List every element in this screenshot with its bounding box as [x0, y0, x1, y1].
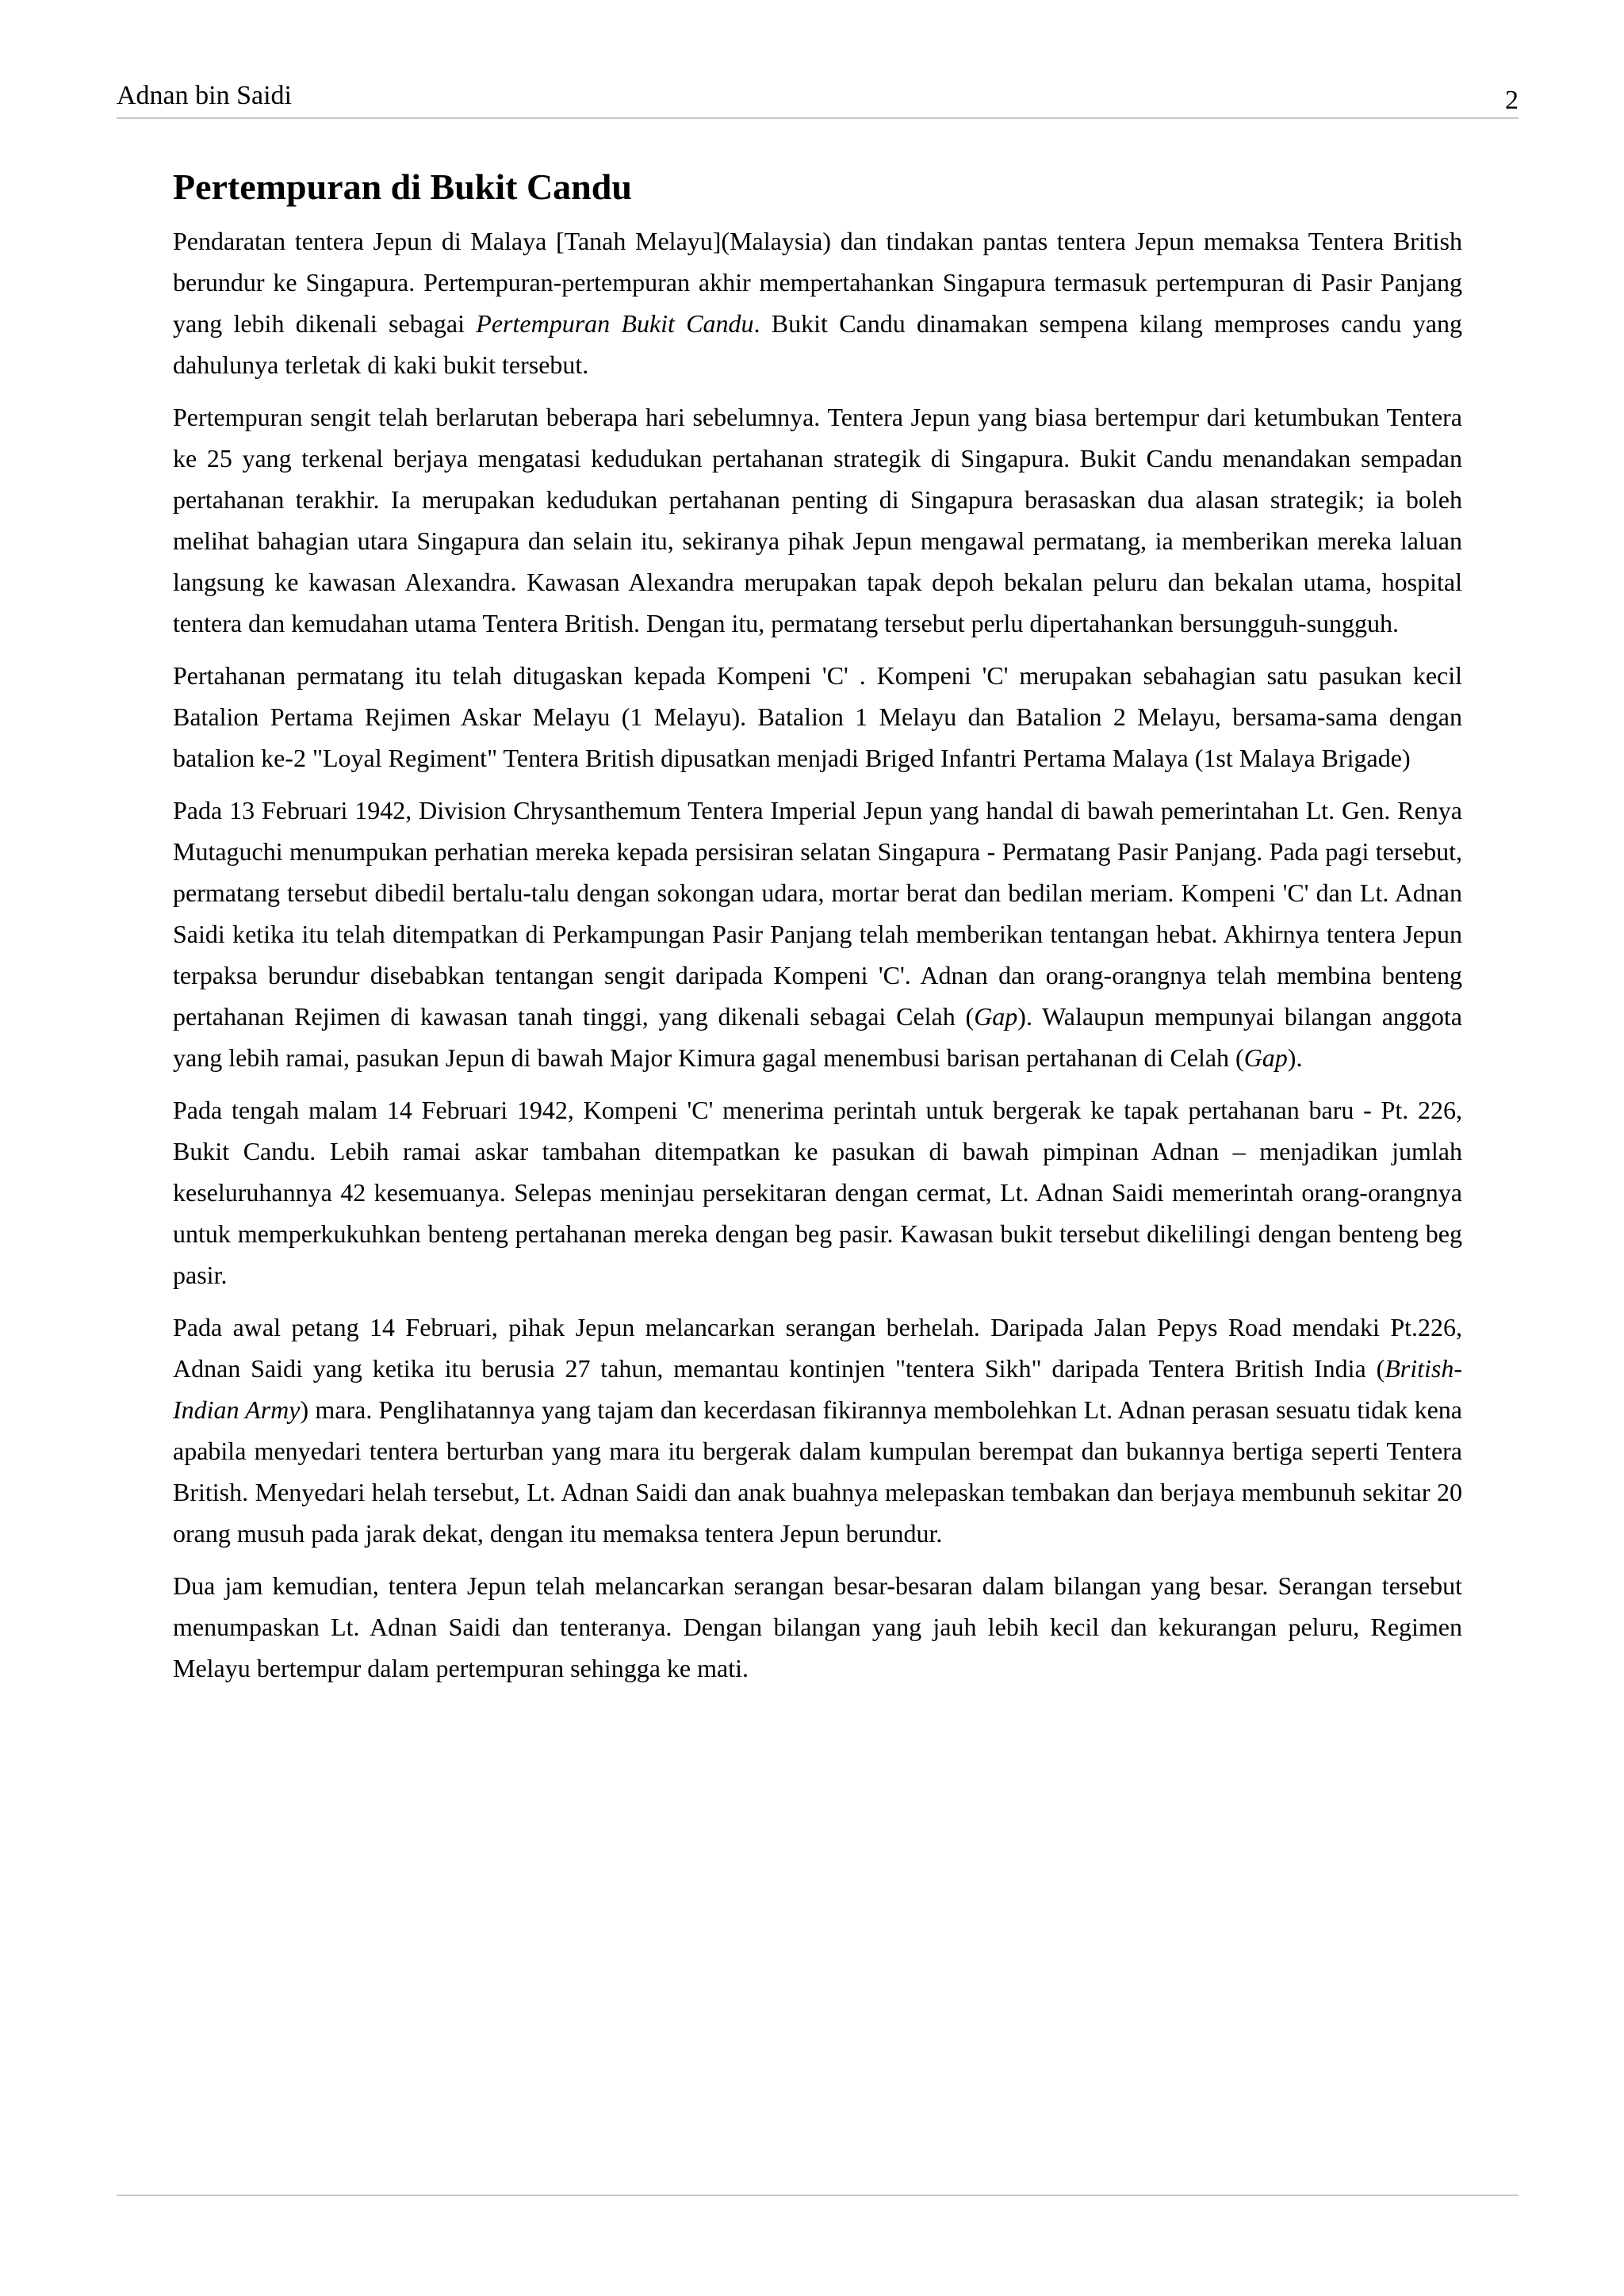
- gap-term-italic: Gap: [974, 1002, 1018, 1031]
- paragraph-4: [173, 790, 1462, 1078]
- paragraph-2: Pertempuran sengit telah berlarutan beberapa hari sebelumnya. Tentera Jepun yang biasa bertempur dari ketumbukan Tentera ke 25 yang terkenal berjaya mengatasi kedudukan pertahanan strategik di Singapura. Bukit Candu menandakan sempadan pertahanan terakhir. Ia merupakan kedudukan pertahanan penting di Singapura berasaskan dua alasan strategik; ia boleh melihat bahagian utara Singapura dan selain itu, sekiranya pihak Jepun mengawal permatang, ia memberikan mereka laluan langsung ke kawasan Alexandra. Kawasan Alexandra merupakan tapak depoh bekalan peluru dan bekalan utama, hospital tentera dan kemudahan utama Tentera British. Dengan itu, permatang tersebut perlu dipertahankan bersungguh-sungguh.: [173, 403, 1462, 637]
- paragraph-4-text-e: ).: [1287, 1043, 1303, 1072]
- paragraph-3: Pertahanan permatang itu telah ditugaskan kepada Kompeni 'C' . Kompeni 'C' merupakan sebahagian satu pasukan kecil Batalion Pertama Rejimen Askar Melayu (1 Melayu). Batalion 1 Melayu dan Batalion 2 Melayu, bersama-sama dengan batalion ke-2 "Loyal Regiment" Tentera British dipusatkan menjadi Briged Infantri Pertama Malaya (1st Malaya Brigade): [173, 661, 1462, 772]
- footer-divider: [117, 2195, 1519, 2196]
- paragraph-1-text-a: Pendaratan tentera Jepun di Malaya [Tanah Melayu](Malaysia) dan tindakan pantas tentera Jepun memaksa Tentera British berundur ke Singapura. Pertempuran-pertempuran akhir mempertahankan Singapura termasuk pertempuran di Pasir Panjang yang lebih dikenali sebagai: [173, 227, 1462, 338]
- page-header: [117, 79, 1519, 119]
- header-title: Adnan bin Saidi: [117, 81, 292, 110]
- gap-term-italic-2: Gap: [1243, 1043, 1288, 1072]
- paragraph-1-text-c: . Bukit Candu dinamakan sempena kilang memproses candu yang dahulunya terletak di kaki bukit tersebut.: [173, 309, 1463, 379]
- page-number: 2: [1505, 86, 1519, 115]
- section-heading: Pertempuran di Bukit Candu: [173, 166, 632, 207]
- paragraph-6: [173, 1307, 1462, 1554]
- paragraph-6-text-a: Pada awal petang 14 Februari, pihak Jepun melancarkan serangan berhelah. Daripada Jalan Pepys Road mendaki Pt.226, Adnan Saidi yang ketika itu berusia 27 tahun, memantau kontinjen "tentera Sikh" daripada Tentera British India (: [173, 1313, 1462, 1383]
- paragraph-1: [173, 220, 1462, 385]
- paragraph-7: Dua jam kemudian, tentera Jepun telah melancarkan serangan besar-besaran dalam bilangan yang besar. Serangan tersebut menumpaskan Lt. Adnan Saidi dan tenteranya. Dengan bilangan yang jauh lebih kecil dan kekurangan peluru, Regimen Melayu bertempur dalam pertempuran sehingga ke mati.: [173, 1571, 1462, 1682]
- paragraph-4-text-c: ). Walaupun mempunyai bilangan anggota yang lebih ramai, pasukan Jepun di bawah Major Kimura gagal menembusi barisan pertahanan di Celah (: [173, 1002, 1463, 1072]
- army-name-italic: British-Indian Army: [173, 1354, 1462, 1424]
- paragraph-5: Pada tengah malam 14 Februari 1942, Kompeni 'C' menerima perintah untuk bergerak ke tapak pertahanan baru - Pt. 226, Bukit Candu. Lebih ramai askar tambahan ditempatkan ke pasukan di bawah pimpinan Adnan – menjadikan jumlah keseluruhannya 42 kesemuanya. Selepas meninjau persekitaran dengan cermat, Lt. Adnan Saidi memerintah orang-orangnya untuk memperkukuhkan benteng pertahanan mereka dengan beg pasir. Kawasan bukit tersebut dikelilingi dengan benteng beg pasir.: [173, 1096, 1462, 1289]
- paragraph-4-text-a: Pada 13 Februari 1942, Division Chrysanthemum Tentera Imperial Jepun yang handal di bawah pemerintahan Lt. Gen. Renya Mutaguchi menumpukan perhatian mereka kepada persisiran selatan Singapura - Permatang Pasir Panjang. Pada pagi tersebut, permatang tersebut dibedil bertalu-talu dengan sokongan udara, mortar berat dan bedilan meriam. Kompeni 'C' dan Lt. Adnan Saidi ketika itu telah ditempatkan di Perkampungan Pasir Panjang telah memberikan tentangan hebat. Akhirnya tentera Jepun terpaksa berundur disebabkan tentangan sengit daripada Kompeni 'C'. Adnan dan orang-orangnya telah membina benteng pertahanan Rejimen di kawasan tanah tinggi, yang dikenali sebagai Celah (: [173, 796, 1462, 1031]
- paragraph-6-text-c: ) mara. Penglihatannya yang tajam dan kecerdasan fikirannya membolehkan Lt. Adnan perasan sesuatu tidak kena apabila menyedari tentera berturban yang mara itu bergerak dalam kumpulan berempat dan bukannya bertiga seperti Tentera British. Menyedari helah tersebut, Lt. Adnan Saidi dan anak buahnya melepaskan tembakan dan berjaya membunuh sekitar 20 orang musuh pada jarak dekat, dengan itu memaksa tentera Jepun berundur.: [173, 1395, 1463, 1548]
- battle-name-italic: Pertempuran Bukit Candu: [476, 309, 754, 338]
- article-body: [173, 165, 1462, 1700]
